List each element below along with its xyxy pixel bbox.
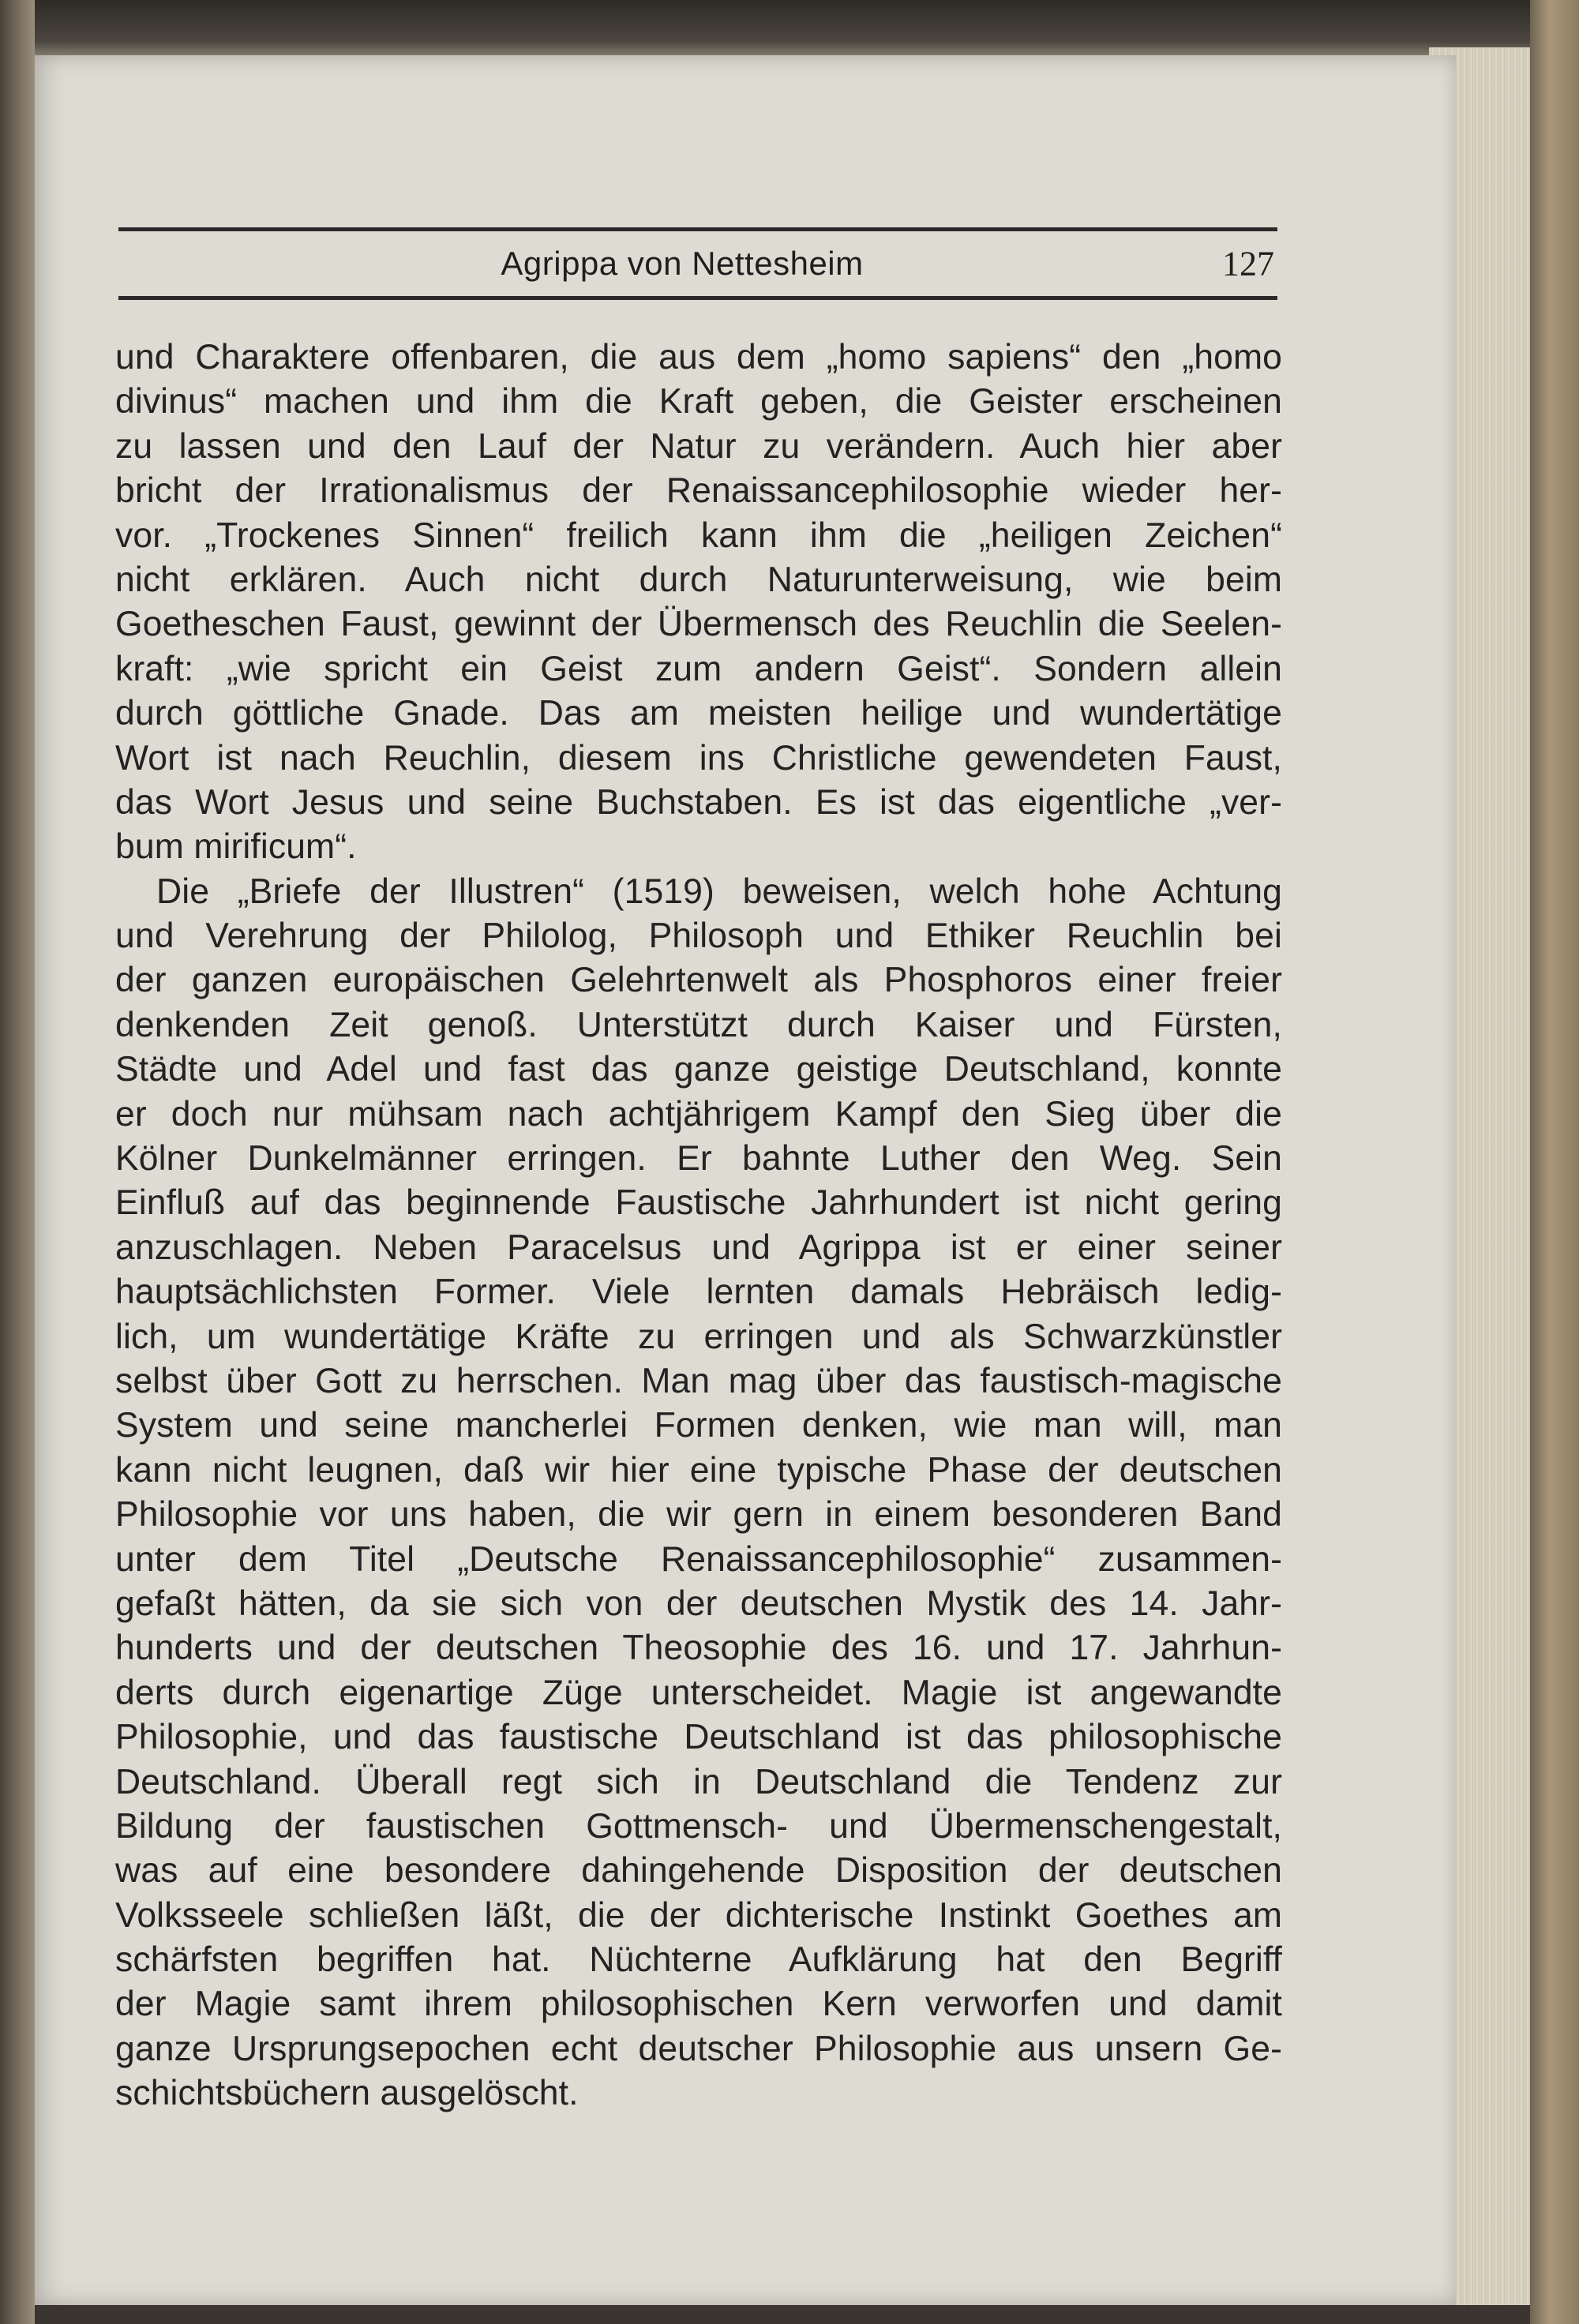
- text-line: zu lassen und den Lauf der Natur zu verändern. Auch hier aber: [115, 426, 1282, 466]
- text-line: anzuschlagen. Neben Paracelsus und Agrippa ist er einer seiner: [115, 1228, 1282, 1267]
- text-line: was auf eine besondere dahingehende Disposition der deutschen: [115, 1851, 1282, 1891]
- text-line: schärfsten begriffen hat. Nüchterne Aufklärung hat den Begriff: [115, 1940, 1282, 1980]
- text-line: Wort ist nach Reuchlin, diesem ins Christliche gewendeten Faust,: [115, 738, 1282, 778]
- text-line: denkenden Zeit genoß. Unterstützt durch Kaiser und Fürsten,: [115, 1005, 1282, 1044]
- text-line: Philosophie, und das faustische Deutschland ist das philosophische: [115, 1718, 1282, 1757]
- text-line: gefaßt hätten, da sie sich von der deutschen Mystik des 14. Jahr-: [115, 1584, 1282, 1623]
- text-line: kann nicht leugnen, daß wir hier eine typische Phase der deutschen: [115, 1450, 1282, 1490]
- book-top-edge: [35, 0, 1535, 59]
- text-line: kraft: „wie spricht ein Geist zum andern Geist“. Sondern allein: [115, 649, 1282, 688]
- text-line: vor. „Trockenes Sinnen“ freilich kann ihm die „heiligen Zeichen“: [115, 515, 1282, 555]
- text-line: divinus“ machen und ihm die Kraft geben, die Geister erscheinen: [115, 382, 1282, 422]
- text-line: derts durch eigenartige Züge unterscheidet. Magie ist angewandte: [115, 1673, 1282, 1712]
- text-line: bum mirificum“.: [115, 827, 357, 867]
- text-line: lich, um wundertätige Kräfte zu erringen und als Schwarzkünstler: [115, 1317, 1282, 1356]
- paragraph-1: [115, 335, 1282, 870]
- text-line: hauptsächlichsten Former. Viele lernten damals Hebräisch ledig-: [115, 1273, 1282, 1312]
- text-line: Städte und Adel und fast das ganze geistige Deutschland, konnte: [115, 1050, 1282, 1089]
- text-line: unter dem Titel „Deutsche Renaissancephilosophie“ zusammen-: [115, 1539, 1282, 1579]
- text-line: Volksseele schließen läßt, die der dichterische Instinkt Goethes am: [115, 1895, 1282, 1935]
- text-line: Goetheschen Faust, gewinnt der Übermensch des Reuchlin die Seelen-: [115, 605, 1282, 644]
- paragraph-2: [115, 870, 1282, 2116]
- text-line: und Charaktere offenbaren, die aus dem „homo sapiens“ den „homo: [115, 338, 1282, 377]
- book-spine-left: [0, 0, 35, 2324]
- text-line: der ganzen europäischen Gelehrtenwelt als Phosphoros einer freier: [115, 961, 1282, 1000]
- text-line: er doch nur mühsam nach achtjährigem Kampf den Sieg über die: [115, 1094, 1282, 1134]
- text-line: bricht der Irrationalismus der Renaissancephilosophie wieder her-: [115, 471, 1282, 511]
- page-number: 127: [1222, 244, 1274, 283]
- running-title: Agrippa von Nettesheim: [501, 245, 864, 282]
- text-line: hunderts und der deutschen Theosophie des 16. und 17. Jahrhun-: [115, 1629, 1282, 1668]
- book-cover-right: [1530, 0, 1579, 2324]
- running-header: [118, 227, 1277, 300]
- text-line: nicht erklären. Auch nicht durch Naturunterweisung, wie beim: [115, 560, 1282, 599]
- text-line: Kölner Dunkelmänner erringen. Er bahnte Luther den Weg. Sein: [115, 1139, 1282, 1179]
- text-line: ganze Ursprungsepochen echt deutscher Philosophie aus unsern Ge-: [115, 2029, 1282, 2068]
- text-line: der Magie samt ihrem philosophischen Kern verworfen und damit: [115, 1985, 1282, 2024]
- text-line: System und seine mancherlei Formen denken, wie man will, man: [115, 1406, 1282, 1445]
- text-line: das Wort Jesus und seine Buchstaben. Es ist das eigentliche „ver-: [115, 782, 1282, 822]
- text-line: Deutschland. Überall regt sich in Deutschland die Tendenz zur: [115, 1762, 1282, 1801]
- text-line: Einfluß auf das beginnende Faustische Jahrhundert ist nicht gering: [115, 1183, 1282, 1223]
- text-line: selbst über Gott zu herrschen. Man mag über das faustisch-magische: [115, 1361, 1282, 1400]
- text-line: Philosophie vor uns haben, die wir gern in einem besonderen Band: [115, 1495, 1282, 1535]
- text-line: und Verehrung der Philolog, Philosoph und Ethiker Reuchlin bei: [115, 916, 1282, 956]
- body-text: [115, 335, 1282, 2116]
- text-line: durch göttliche Gnade. Das am meisten heilige und wundertätige: [115, 694, 1282, 733]
- text-line: Die „Briefe der Illustren“ (1519) beweisen, welch hohe Achtung: [156, 872, 1282, 911]
- text-line: Bildung der faustischen Gottmensch- und Übermenschengestalt,: [115, 1806, 1282, 1846]
- text-line: schichtsbüchern ausgelöscht.: [115, 2074, 579, 2113]
